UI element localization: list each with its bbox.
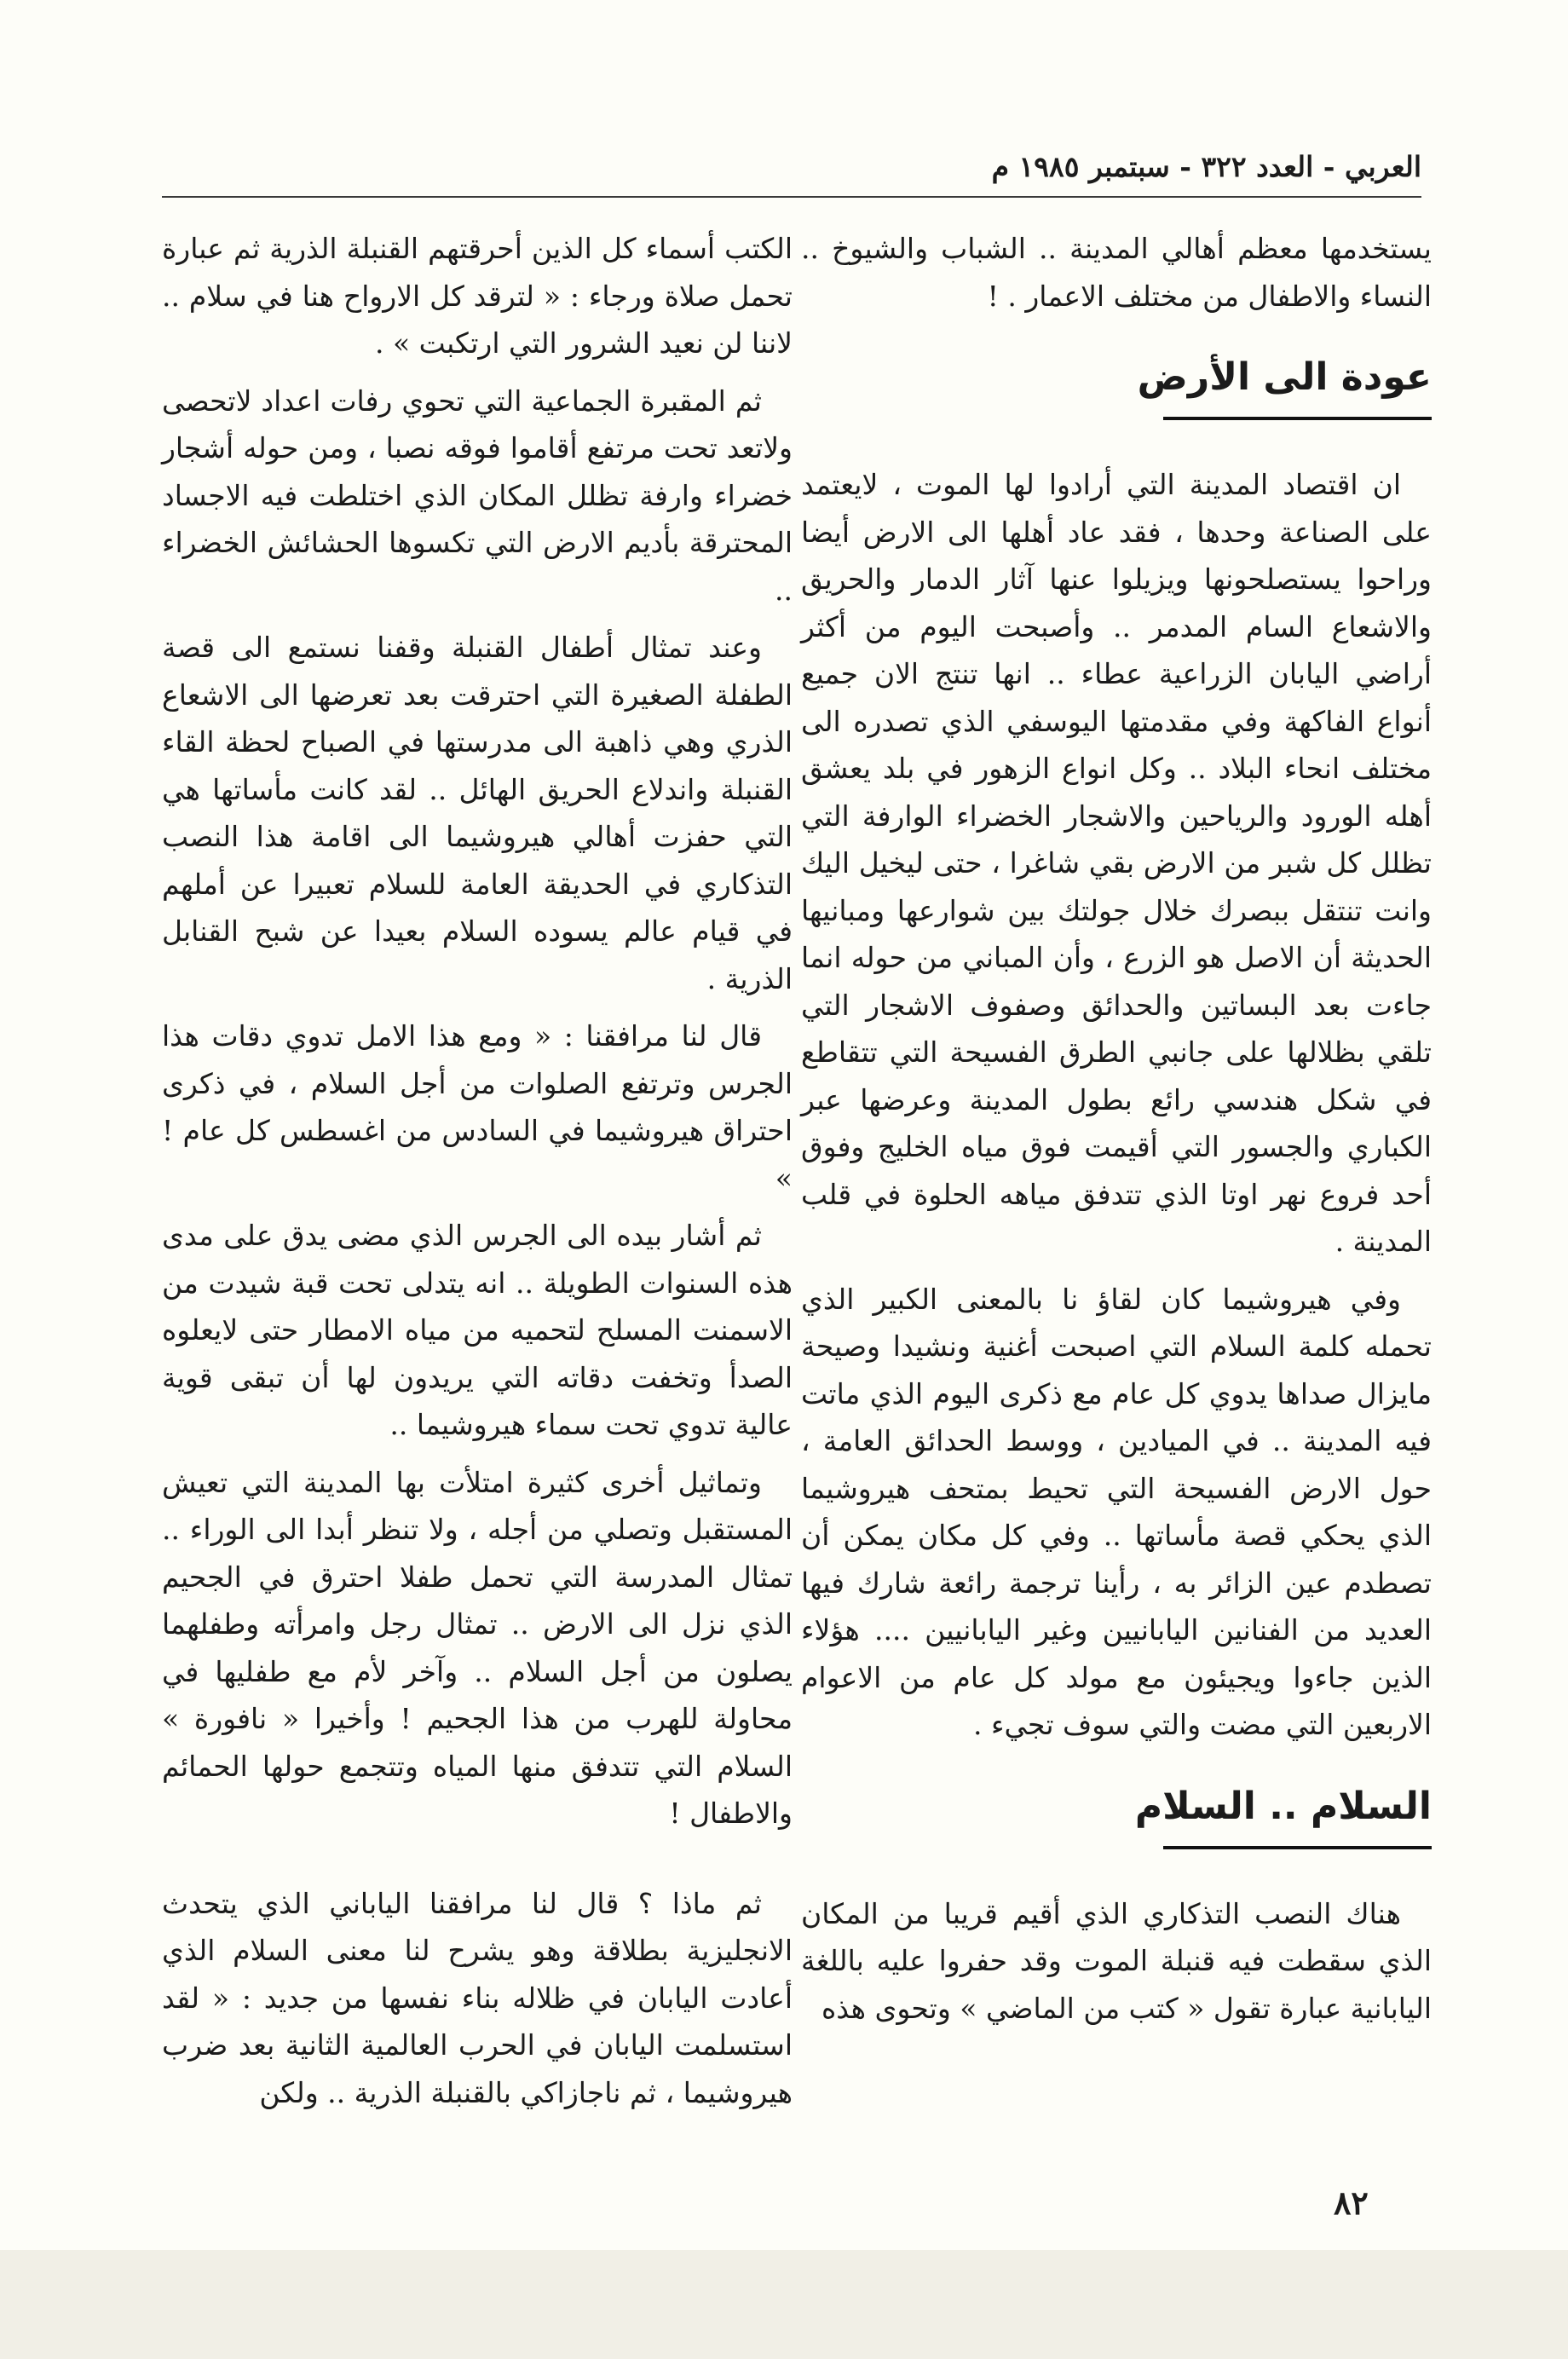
body-paragraph: ثم المقبرة الجماعية التي تحوي رفات اعداد لاتحصى ولاتعد تحت مرتفع أقاموا فوقه نصبا ، ومن حوله أشجار خضراء وارفة تظلل المكان الذي اختلطت فيه الاجساد المحترقة بأديم الارض التي تكسوها الحشائش الخضراء .. <box>162 384 793 607</box>
body-paragraph: وعند تمثال أطفال القنبلة وقفنا نستمع الى قصة الطفلة الصغيرة التي احترقت بعد تعرضها الى الاشعاع الذري وهي ذاهبة الى مدرستها في الصباح لحظة القاء القنبلة واندلاع الحريق الهائل .. لقد كانت مأساتها هي التي حفزت أهالي هيروشيما الى اقامة هذا النصب التذكاري في الحديقة العامة للسلام تعبيرا عن أملهم في قيام عالم يسوده السلام بعيدا عن شبح القنابل الذرية . <box>162 631 793 995</box>
body-paragraph: وتماثيل أخرى كثيرة امتلأت بها المدينة التي تعيش المستقبل وتصلي من أجله ، ولا تنظر أبدا الى الوراء .. تمثال المدرسة التي تحمل طفلا احترق في الجحيم الذي نزل الى الارض .. تمثال رجل وامرأته وطفلهما يصلون من أجل السلام .. وآخر لأم مع طفليها في محاولة للهرب من هذا الجحيم ! وأخيرا « نافورة » السلام التي تتدفق منها المياه وتتجمع حولها الحمائم والاطفال ! <box>162 1465 793 1830</box>
body-paragraph: ثم أشار بيده الى الجرس الذي مضى يدق على مدى هذه السنوات الطويلة .. انه يتدلى تحت قبة شيدت من الاسمنت المسلح لتحميه من مياه الامطار حتى لايعلوه الصدأ وتخفت دقاته التي يريدون لها أن تبقى قوية عالية تدوي تحت سماء هيروشيما .. <box>162 1219 793 1441</box>
right-column <box>801 225 1432 2042</box>
body-paragraph: ثم ماذا ؟ قال لنا مرافقنا الياباني الذي يتحدث الانجليزية بطلاقة وهو يشرح لنا معنى السلام الذي أعادت اليابان في ظلاله بناء نفسها من جديد : « لقد استسلمت اليابان في الحرب العالمية الثانية بعد ضرب هيروشيما ، ثم ناجازاكي بالقنبلة الذرية .. ولكن <box>162 1886 793 2109</box>
running-header: العربي - العدد ٣٢٢ - سبتمبر ١٩٨٥ م <box>991 150 1421 183</box>
page-number: ٨٢ <box>1334 2183 1369 2222</box>
body-paragraph: الكتب أسماء كل الذين أحرقتهم القنبلة الذرية ثم عبارة تحمل صلاة ورجاء : « لترقد كل الارواح هنا في سلام .. لاننا لن نعيد الشرور التي ارتكبت » . <box>162 232 793 360</box>
section-title-underline <box>1163 417 1432 420</box>
section-title-peace: السلام .. السلام <box>1134 1784 1432 1828</box>
intro-paragraph: يستخدمها معظم أهالي المدينة .. الشباب والشيوخ .. النساء والاطفال من مختلف الاعمار . ! <box>801 232 1432 313</box>
body-paragraph: هناك النصب التذكاري الذي أقيم قريبا من المكان الذي سقطت فيه قنبلة الموت وقد حفروا عليه باللغة اليابانية عبارة تقول « كتب من الماضي » وتحوى هذه <box>801 1896 1432 2025</box>
section-title-underline <box>1163 1846 1432 1849</box>
body-paragraph: ان اقتصاد المدينة التي أرادوا لها الموت ، لايعتمد على الصناعة وحدها ، فقد عاد أهلها الى الارض أيضا وراحوا يستصلحونها ويزيلوا عنها آثار الدمار والحريق والاشعاع السام المدمر .. وأصبحت اليوم من أكثر أراضي اليابان الزراعية عطاء .. انها تنتج الان جميع أنواع الفاكهة وفي مقدمتها اليوسفي الذي تصدره الى مختلف انحاء البلاد .. وكل انواع الزهور في بلد يعشق أهله الورود والرياحين والاشجار الخضراء الوارفة التي تظلل كل شبر من الارض بقي شاغرا ، حتى ليخيل اليك وانت تنتقل ببصرك خلال جولتك بين شوارعها ومبانيها الحديثة أن الاصل هو الزرع ، وأن المباني من حوله انما جاءت بعد البساتين والحدائق وصفوف الاشجار التي تلقي بظلالها على جانبي الطرق الفسيحة التي تتقاطع في شكل هندسي رائع بطول المدينة وعرضها عبر الكباري والجسور التي أقيمت فوق مياه الخليج وفوق أحد فروع نهر اوتا الذي تتدفق مياهه الحلوة في قلب المدينة . <box>801 468 1432 1258</box>
section-title-return-to-land: عودة الى الأرض <box>1137 355 1432 399</box>
header-divider <box>162 196 1421 198</box>
body-paragraph: قال لنا مرافقنا : « ومع هذا الامل تدوي دقات هذا الجرس وترتفع الصلوات من أجل السلام ، في ذكرى احتراق هيروشيما في السادس من اغسطس كل عام ! » <box>162 1019 793 1195</box>
body-paragraph: وفي هيروشيما كان لقاؤ نا بالمعنى الكبير الذي تحمله كلمة السلام التي اصبحت أغنية ونشيدا وصيحة مايزال صداها يدوي كل عام مع ذكرى اليوم الذي ماتت فيه المدينة .. في الميادين ، ووسط الحدائق العامة ، حول الارض الفسيحة التي تحيط بمتحف هيروشيما الذي يحكي قصة مأساتها .. وفي كل مكان يمكن أن تصطدم عين الزائر به ، رأينا ترجمة رائعة شارك فيها العديد من الفنانين اليابانيين وغير اليابانيين .... هؤلاء الذين جاءوا ويجيئون مع مولد كل عام من الاعوام الاربعين التي مضت والتي سوف تجيء . <box>801 1282 1432 1741</box>
left-column <box>162 225 793 2126</box>
